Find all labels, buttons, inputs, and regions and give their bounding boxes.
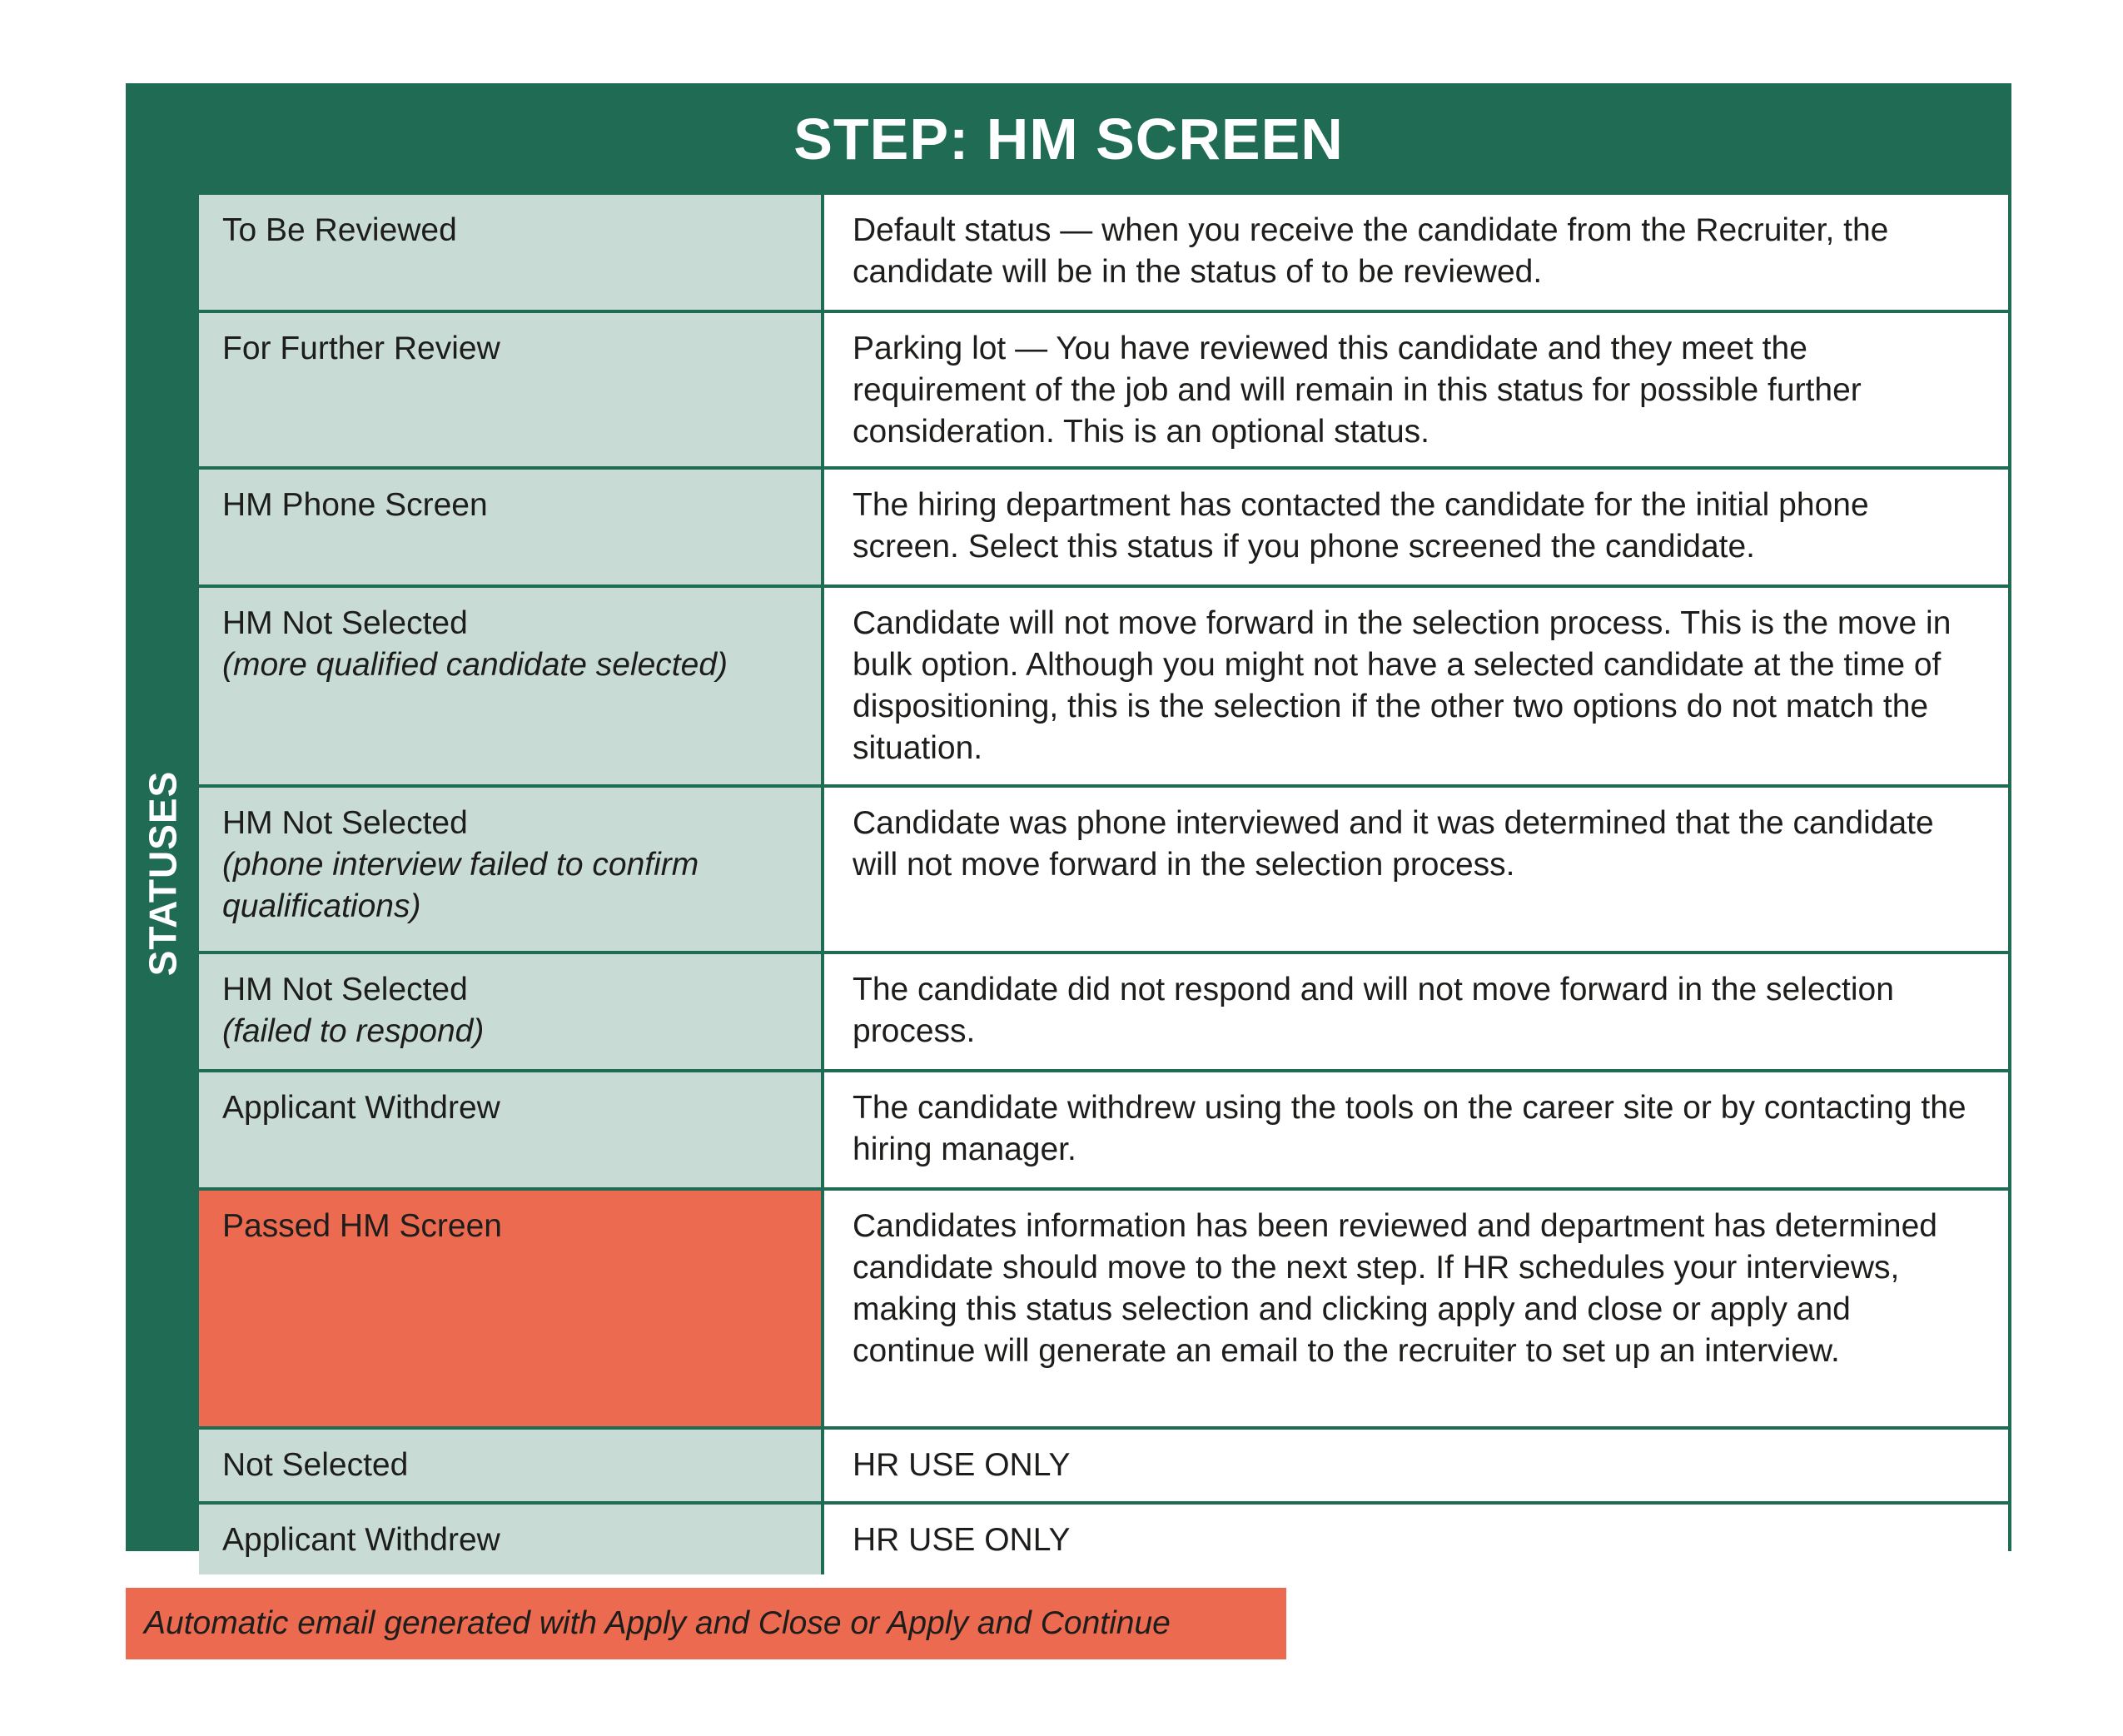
status-name: Applicant Withdrew (222, 1090, 500, 1126)
status-description: Parking lot — You have reviewed this candidate and they meet the requirement of the job and will remain in this status for possible further consideration. This is an optional status. (824, 313, 2008, 466)
legend-note: Automatic email generated with Apply and Close or Apply and Continue (126, 1588, 1286, 1659)
status-description: Candidate was phone interviewed and it was determined that the candidate will not move forward in the selection process. (824, 788, 2008, 951)
table-row (199, 584, 2008, 784)
status-name: For Further Review (222, 331, 500, 366)
status-cell (199, 1072, 824, 1187)
status-name: HM Not Selected (222, 605, 468, 641)
status-table (199, 195, 2008, 1558)
table-row (199, 784, 2008, 951)
status-cell (199, 954, 824, 1069)
status-cell (199, 1505, 824, 1574)
status-name: HM Not Selected (222, 805, 468, 841)
status-cell (199, 470, 824, 584)
status-cell (199, 313, 824, 466)
table-row (199, 466, 2008, 584)
status-name: To Be Reviewed (222, 212, 457, 248)
table-title: STEP: HM SCREEN (793, 107, 1344, 172)
status-cell (199, 788, 824, 951)
status-name: Passed HM Screen (222, 1208, 502, 1244)
status-note: (failed to respond) (222, 1013, 485, 1049)
status-description: Candidate will not move forward in the selection process. This is the move in bulk option. Although you might not have a selected candidate at the time of dispositioning, this is the selection if the other two options do not match the situation. (824, 588, 2008, 784)
status-cell (199, 1191, 824, 1426)
status-description: Candidates information has been reviewed and department has determined candidate should move to the next step. If HR schedules your interviews, making this status selection and clicking apply and close or apply and continue will generate an email to the recruiter to set up an interview. (824, 1191, 2008, 1426)
status-description: HR USE ONLY (824, 1430, 2008, 1501)
table-row (199, 1501, 2008, 1574)
status-name: HM Phone Screen (222, 487, 488, 523)
table-row (199, 195, 2008, 310)
status-description: HR USE ONLY (824, 1505, 2008, 1574)
status-description: The candidate did not respond and will not move forward in the selection process. (824, 954, 2008, 1069)
table-row (199, 1187, 2008, 1426)
table-row (199, 1426, 2008, 1501)
status-note: (more qualified candidate selected) (222, 647, 728, 683)
status-cell (199, 588, 824, 784)
status-table-frame (126, 83, 2011, 1558)
side-label (126, 195, 199, 1551)
status-cell (199, 1430, 824, 1501)
side-label-text: STATUSES (141, 770, 185, 976)
status-description: The candidate withdrew using the tools on the career site or by contacting the hiring manager. (824, 1072, 2008, 1187)
status-name: HM Not Selected (222, 972, 468, 1007)
status-name: Not Selected (222, 1447, 409, 1483)
status-cell (199, 195, 824, 310)
table-row (199, 1069, 2008, 1187)
table-row (199, 951, 2008, 1069)
status-description: Default status — when you receive the candidate from the Recruiter, the candidate will be in the status of to be reviewed. (824, 195, 2008, 310)
status-note: (phone interview failed to confirm qualifications) (222, 847, 699, 924)
table-row (199, 310, 2008, 466)
status-name: Applicant Withdrew (222, 1522, 500, 1558)
status-description: The hiring department has contacted the candidate for the initial phone screen. Select this status if you phone screened the candidate. (824, 470, 2008, 584)
